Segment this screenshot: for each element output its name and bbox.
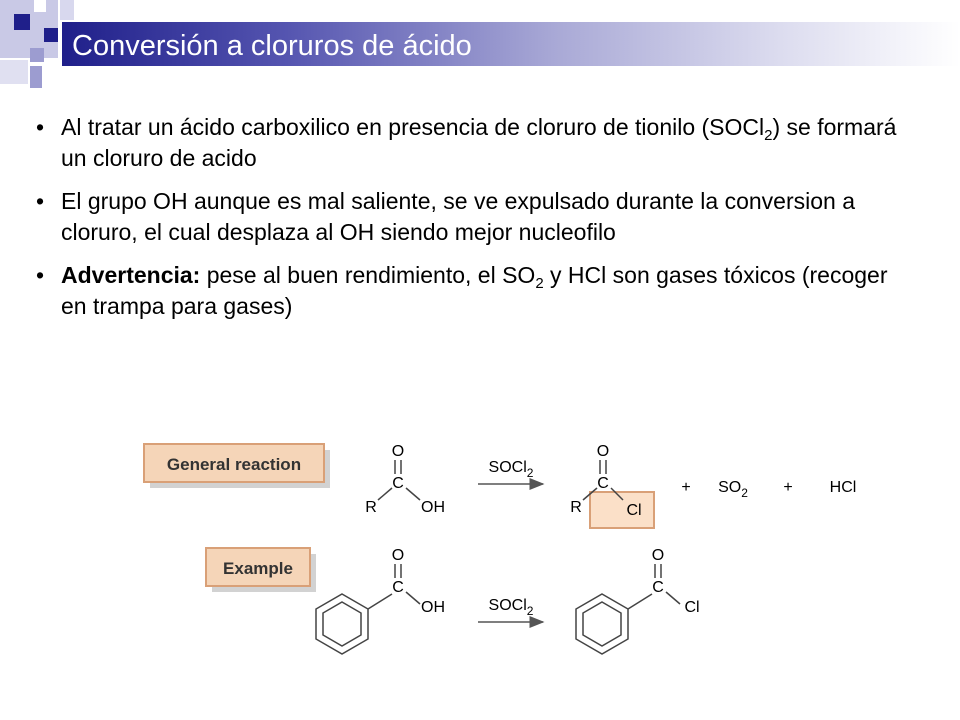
atom-O: O	[596, 443, 610, 460]
bullet-dot: •	[36, 188, 45, 214]
bullet-list	[36, 112, 916, 334]
subscript: 2	[535, 275, 544, 292]
bullet-item	[36, 260, 916, 322]
reagent-label: SOCl$_2$	[488, 459, 534, 480]
atom-Cl: Cl	[626, 502, 642, 519]
slide-title: Conversión a cloruros de ácido	[72, 30, 472, 62]
bullet-dot: •	[36, 262, 45, 288]
so2-label: $SO_2$	[718, 479, 748, 500]
deco-square	[30, 66, 42, 88]
general-reaction-label	[144, 444, 330, 488]
plus-sign: +	[681, 479, 691, 496]
hcl-label: HCl	[829, 479, 857, 496]
bullet-text: ) se formará un cloruro de acido	[61, 114, 897, 171]
benzoyl-chloride	[576, 564, 680, 654]
deco-square	[30, 48, 44, 62]
bullet-text: pese al buen rendimiento, el SO	[200, 262, 536, 288]
plus-sign: +	[783, 479, 793, 496]
deco-square	[34, 0, 46, 12]
atom-C: C	[392, 579, 404, 596]
atom-OH: OH	[421, 499, 445, 516]
reagent-label: SOCl$_2$	[488, 597, 534, 618]
atom-C: C	[597, 475, 609, 492]
bullet-text: y HCl son gases tóxicos (recoger en trampa para gases)	[61, 262, 888, 319]
bullet-text: Al tratar un ácido carboxilico en presencia de cloruro de tionilo (SOCl	[61, 114, 765, 140]
atom-OH: OH	[421, 599, 445, 616]
example-text: Example	[223, 559, 293, 578]
deco-square	[60, 0, 74, 20]
atom-C: C	[392, 475, 404, 492]
warning-label: Advertencia:	[61, 262, 201, 288]
general-reaction-text: General reaction	[166, 455, 302, 474]
atom-O: O	[391, 443, 405, 460]
bullet-item	[36, 186, 916, 248]
atom-R: R	[570, 499, 582, 516]
reaction-scheme	[128, 430, 868, 690]
atom-Cl: Cl	[684, 599, 700, 616]
atom-C: C	[652, 579, 664, 596]
atom-O: O	[651, 547, 665, 564]
deco-square	[44, 28, 58, 42]
example-label	[206, 548, 316, 592]
benzoic-acid	[316, 564, 420, 654]
subscript: 2	[764, 127, 773, 144]
deco-square	[14, 14, 30, 30]
bullet-dot: •	[36, 114, 45, 140]
deco-square	[0, 60, 28, 84]
atom-R: R	[365, 499, 377, 516]
atom-O: O	[391, 547, 405, 564]
bullet-text: El grupo OH aunque es mal saliente, se ve expulsado durante la conversion a cloruro, el cual desplaza al OH siendo mejor nucleofilo	[61, 188, 855, 245]
bullet-item	[36, 112, 916, 174]
chloride-highlight	[590, 492, 654, 528]
